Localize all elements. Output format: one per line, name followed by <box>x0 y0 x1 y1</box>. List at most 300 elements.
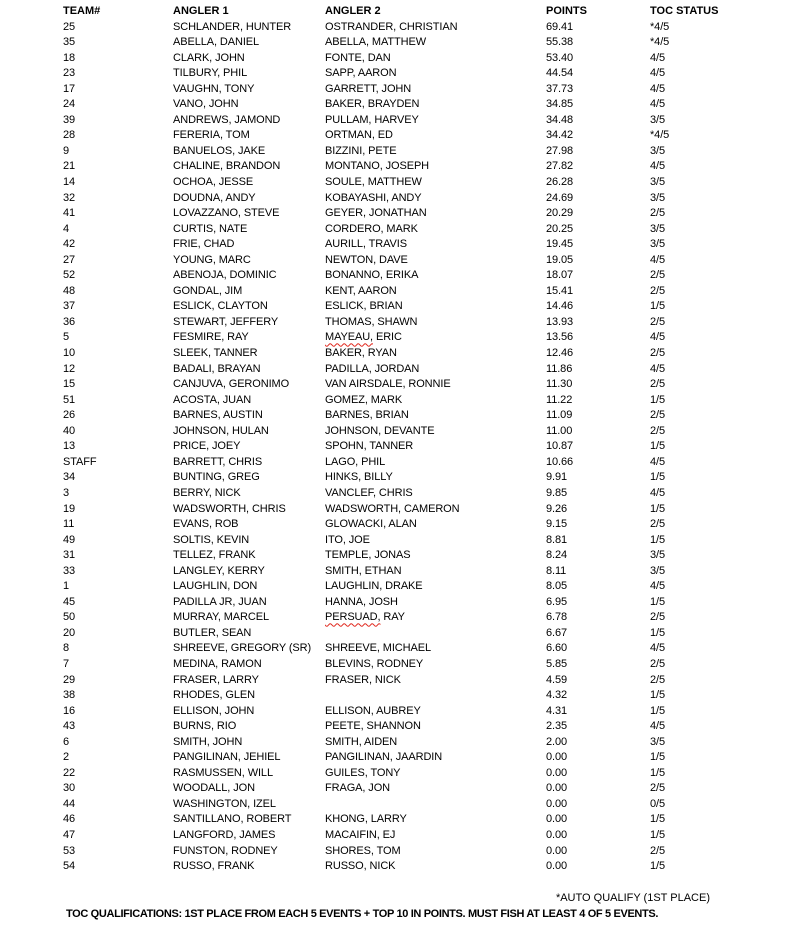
toc-status-cell: 2/5 <box>650 782 665 795</box>
angler1-cell: SLEEK, TANNER <box>173 347 258 360</box>
team-number-cell: 45 <box>63 595 76 608</box>
angler1-cell: FERERIA, TOM <box>173 129 250 142</box>
angler2-cell: ELLISON, AUBREY <box>325 704 421 717</box>
table-row <box>63 128 785 144</box>
points-cell: 9.26 <box>546 502 568 515</box>
angler1-cell: WADSWORTH, CHRIS <box>173 502 286 515</box>
toc-status-cell: 2/5 <box>650 673 665 686</box>
team-number-cell: 54 <box>63 860 76 873</box>
toc-status-cell: 1/5 <box>650 300 665 313</box>
points-cell: 9.91 <box>546 471 568 484</box>
points-cell: 11.00 <box>546 424 573 437</box>
team-number-cell: 10 <box>63 347 76 360</box>
team-number-cell: 47 <box>63 828 76 841</box>
toc-status-cell: 1/5 <box>650 689 665 702</box>
toc-status-cell: 2/5 <box>650 315 665 328</box>
team-number-cell: 18 <box>63 51 76 64</box>
table-row <box>63 564 785 580</box>
team-number-cell: 2 <box>63 751 70 764</box>
angler2-cell: GARRETT, JOHN <box>325 82 412 95</box>
table-row <box>63 439 785 455</box>
angler1-cell: EVANS, ROB <box>173 518 239 531</box>
points-cell: 9.85 <box>546 486 568 499</box>
standings-table <box>63 4 785 875</box>
team-number-cell: 28 <box>63 129 76 142</box>
angler1-cell: BUNTING, GREG <box>173 471 260 484</box>
points-cell: 0.00 <box>546 860 568 873</box>
toc-status-cell: 1/5 <box>650 751 665 764</box>
table-row <box>63 750 785 766</box>
points-cell: 0.00 <box>546 844 568 857</box>
table-row <box>63 455 785 471</box>
points-cell: 44.54 <box>546 67 574 80</box>
team-number-cell: 44 <box>63 797 76 810</box>
toc-status-cell: 2/5 <box>650 269 665 282</box>
toc-status-cell: 2/5 <box>650 518 665 531</box>
team-number-cell: 41 <box>63 207 76 220</box>
team-number-cell: 19 <box>63 502 76 515</box>
angler1-cell: LANGLEY, KERRY <box>173 564 265 577</box>
points-cell: 11.22 <box>546 393 573 406</box>
table-row <box>63 113 785 129</box>
angler2-cell: GOMEZ, MARK <box>325 393 403 406</box>
angler1-cell: LANGFORD, JAMES <box>173 828 276 841</box>
points-cell: 18.07 <box>546 269 574 282</box>
toc-status-cell: 2/5 <box>650 378 665 391</box>
points-cell: 0.00 <box>546 782 568 795</box>
angler1-cell: BARRETT, CHRIS <box>173 455 263 468</box>
angler2-cell: BIZZINI, PETE <box>325 144 397 157</box>
angler2-cell: VAN AIRSDALE, RONNIE <box>325 378 451 391</box>
angler1-cell: TILBURY, PHIL <box>173 67 248 80</box>
angler2-cell: SHORES, TOM <box>325 844 401 857</box>
points-cell: 26.28 <box>546 176 574 189</box>
team-number-cell: 42 <box>63 238 76 251</box>
table-row <box>63 346 785 362</box>
table-row <box>63 330 785 346</box>
toc-status-cell: 1/5 <box>650 766 665 779</box>
team-number-cell: 33 <box>63 564 76 577</box>
table-row <box>63 191 785 207</box>
team-number-cell: 46 <box>63 813 76 826</box>
points-cell: 14.46 <box>546 300 574 313</box>
table-row <box>63 797 785 813</box>
points-cell: 9.15 <box>546 518 568 531</box>
toc-status-cell: 3/5 <box>650 735 665 748</box>
team-number-cell: 50 <box>63 611 76 624</box>
table-row <box>63 362 785 378</box>
team-number-cell: 30 <box>63 782 76 795</box>
angler1-cell: PRICE, JOEY <box>173 440 241 453</box>
angler1-cell: YOUNG, MARC <box>173 253 251 266</box>
angler2-cell: PEETE, SHANNON <box>325 720 421 733</box>
table-row <box>63 82 785 98</box>
table-row <box>63 253 785 269</box>
angler1-cell: CLARK, JOHN <box>173 51 245 64</box>
team-number-cell: 26 <box>63 409 76 422</box>
toc-status-cell: *4/5 <box>650 36 670 49</box>
points-cell: 53.40 <box>546 51 574 64</box>
points-cell: 20.25 <box>546 222 574 235</box>
team-number-cell: 27 <box>63 253 76 266</box>
points-cell: 2.35 <box>546 720 568 733</box>
table-row <box>63 812 785 828</box>
angler1-cell: BANUELOS, JAKE <box>173 144 266 157</box>
angler2-cell: ABELLA, MATTHEW <box>325 36 426 49</box>
points-cell: 10.66 <box>546 455 574 468</box>
toc-status-cell: 3/5 <box>650 191 665 204</box>
angler1-cell: FUNSTON, RODNEY <box>173 844 278 857</box>
toc-status-cell: 4/5 <box>650 160 665 173</box>
angler1-cell: CANJUVA, GERONIMO <box>173 378 290 391</box>
angler1-cell: SCHLANDER, HUNTER <box>173 20 292 33</box>
team-number-cell: 24 <box>63 98 76 111</box>
toc-status-cell: 1/5 <box>650 595 665 608</box>
table-row <box>63 533 785 549</box>
points-cell: 4.32 <box>546 689 568 702</box>
angler2-cell: NEWTON, DAVE <box>325 253 408 266</box>
table-row <box>63 97 785 113</box>
table-row <box>63 159 785 175</box>
angler2-cell: ESLICK, BRIAN <box>325 300 403 313</box>
table-row <box>63 393 785 409</box>
points-cell: 11.09 <box>546 409 573 422</box>
angler2-cell: HINKS, BILLY <box>325 471 393 484</box>
angler1-cell: VANO, JOHN <box>173 98 239 111</box>
angler2-cell: VANCLEF, CHRIS <box>325 486 413 499</box>
angler1-cell: FRIE, CHAD <box>173 238 235 251</box>
angler2-cell <box>325 797 546 813</box>
table-row <box>63 315 785 331</box>
angler2-cell: BAKER, RYAN <box>325 347 397 360</box>
toc-status-cell: *4/5 <box>650 20 670 33</box>
points-cell: 0.00 <box>546 828 568 841</box>
table-row <box>63 781 785 797</box>
team-number-cell: 15 <box>63 378 76 391</box>
points-cell: 8.05 <box>546 580 568 593</box>
angler1-cell: PADILLA JR, JUAN <box>173 595 267 608</box>
angler1-cell: LAUGHLIN, DON <box>173 580 258 593</box>
team-number-cell: 7 <box>63 657 70 670</box>
team-number-cell: 23 <box>63 67 76 80</box>
angler1-cell: WOODALL, JON <box>173 782 255 795</box>
angler2-cell: PERSUAD, RAY <box>325 611 405 624</box>
toc-status-cell: 2/5 <box>650 657 665 670</box>
angler2-cell: PANGILINAN, JAARDIN <box>325 751 443 764</box>
table-row <box>63 595 785 611</box>
team-number-cell: 21 <box>63 160 76 173</box>
team-number-cell: 17 <box>63 82 76 95</box>
angler1-cell: FRASER, LARRY <box>173 673 259 686</box>
angler2-cell: LAGO, PHIL <box>325 455 386 468</box>
angler2-cell: BONANNO, ERIKA <box>325 269 419 282</box>
toc-status-cell: 2/5 <box>650 424 665 437</box>
angler2-cell: WADSWORTH, CAMERON <box>325 502 460 515</box>
angler2-cell: MACAIFIN, EJ <box>325 828 396 841</box>
angler2-cell <box>325 688 546 704</box>
team-number-cell: 20 <box>63 626 76 639</box>
toc-status-cell: 4/5 <box>650 455 665 468</box>
toc-status-cell: 0/5 <box>650 797 665 810</box>
points-cell: 24.69 <box>546 191 574 204</box>
angler1-cell: BUTLER, SEAN <box>173 626 252 639</box>
table-row <box>63 424 785 440</box>
angler1-cell: JOHNSON, HULAN <box>173 424 269 437</box>
angler2-cell: SAPP, AARON <box>325 67 397 80</box>
toc-status-cell: 4/5 <box>650 67 665 80</box>
points-cell: 27.82 <box>546 160 574 173</box>
angler1-cell: DOUDNA, ANDY <box>173 191 256 204</box>
table-row <box>63 735 785 751</box>
points-cell: 12.46 <box>546 347 574 360</box>
toc-status-cell: 1/5 <box>650 860 665 873</box>
team-number-cell: 38 <box>63 689 76 702</box>
points-cell: 55.38 <box>546 36 574 49</box>
angler1-cell: VAUGHN, TONY <box>173 82 255 95</box>
team-number-cell: 9 <box>63 144 70 157</box>
angler1-cell: CHALINE, BRANDON <box>173 160 281 173</box>
points-cell: 34.48 <box>546 113 574 126</box>
angler2-cell: KHONG, LARRY <box>325 813 407 826</box>
team-number-cell: 13 <box>63 440 76 453</box>
angler1-cell: SHREEVE, GREGORY (SR) <box>173 642 312 655</box>
table-row <box>63 268 785 284</box>
points-cell: 6.95 <box>546 595 568 608</box>
points-cell: 8.11 <box>546 564 567 577</box>
toc-status-cell: 2/5 <box>650 611 665 624</box>
table-row <box>63 641 785 657</box>
angler1-cell: RUSSO, FRANK <box>173 860 255 873</box>
toc-status-cell: 1/5 <box>650 828 665 841</box>
table-row <box>63 517 785 533</box>
table-row <box>63 284 785 300</box>
team-number-cell: 39 <box>63 113 76 126</box>
table-row <box>63 579 785 595</box>
angler2-cell: GEYER, JONATHAN <box>325 207 427 220</box>
column-header: TOC STATUS <box>650 5 719 17</box>
table-body <box>63 20 785 875</box>
table-row <box>63 144 785 160</box>
points-cell: 19.45 <box>546 238 574 251</box>
team-number-cell: 52 <box>63 269 76 282</box>
angler1-cell: OCHOA, JESSE <box>173 176 254 189</box>
angler1-cell: MURRAY, MARCEL <box>173 611 269 624</box>
toc-status-cell: 4/5 <box>650 362 665 375</box>
team-number-cell: 6 <box>63 735 70 748</box>
points-cell: 6.60 <box>546 642 568 655</box>
points-cell: 6.67 <box>546 626 568 639</box>
angler1-cell: STEWART, JEFFERY <box>173 315 279 328</box>
angler2-cell: FRASER, NICK <box>325 673 401 686</box>
team-number-cell: 34 <box>63 471 76 484</box>
team-number-cell: 3 <box>63 486 70 499</box>
toc-status-cell: *4/5 <box>650 129 670 142</box>
team-number-cell: 51 <box>63 393 76 406</box>
angler1-cell: PANGILINAN, JEHIEL <box>173 751 281 764</box>
points-cell: 8.81 <box>546 533 568 546</box>
table-row <box>63 610 785 626</box>
toc-status-cell: 1/5 <box>650 393 665 406</box>
team-number-cell: 1 <box>63 580 70 593</box>
angler1-cell: ESLICK, CLAYTON <box>173 300 268 313</box>
points-cell: 27.98 <box>546 144 574 157</box>
angler2-cell: AURILL, TRAVIS <box>325 238 407 251</box>
points-cell: 19.05 <box>546 253 574 266</box>
points-cell: 4.31 <box>546 704 568 717</box>
angler1-cell: BURNS, RIO <box>173 720 237 733</box>
table-row <box>63 222 785 238</box>
table-header-row <box>63 4 785 20</box>
table-row <box>63 35 785 51</box>
points-cell: 5.85 <box>546 657 568 670</box>
table-row <box>63 237 785 253</box>
angler1-cell: BERRY, NICK <box>173 486 241 499</box>
table-row <box>63 299 785 315</box>
toc-status-cell: 1/5 <box>650 440 665 453</box>
angler1-cell: RASMUSSEN, WILL <box>173 766 273 779</box>
toc-status-cell: 3/5 <box>650 176 665 189</box>
misspelled-word: PERSUAD, <box>325 611 381 624</box>
points-cell: 4.59 <box>546 673 568 686</box>
table-row <box>63 66 785 82</box>
table-row <box>63 470 785 486</box>
toc-status-cell: 2/5 <box>650 284 665 297</box>
toc-status-cell: 2/5 <box>650 207 665 220</box>
table-row <box>63 766 785 782</box>
angler1-cell: GONDAL, JIM <box>173 284 243 297</box>
toc-status-cell: 4/5 <box>650 51 665 64</box>
toc-status-cell: 1/5 <box>650 502 665 515</box>
toc-status-cell: 4/5 <box>650 642 665 655</box>
toc-status-cell: 2/5 <box>650 844 665 857</box>
points-cell: 0.00 <box>546 751 568 764</box>
toc-status-cell: 2/5 <box>650 347 665 360</box>
points-cell: 37.73 <box>546 82 574 95</box>
points-cell: 10.87 <box>546 440 574 453</box>
points-cell: 20.29 <box>546 207 574 220</box>
angler1-cell: FESMIRE, RAY <box>173 331 249 344</box>
angler2-cell: GLOWACKI, ALAN <box>325 518 417 531</box>
angler2-cell: TEMPLE, JONAS <box>325 549 411 562</box>
auto-qualify-note: *AUTO QUALIFY (1ST PLACE) <box>555 892 710 904</box>
misspelled-word: MAYEAU, <box>325 331 373 344</box>
points-cell: 0.00 <box>546 766 568 779</box>
toc-status-cell: 3/5 <box>650 238 665 251</box>
column-header: TEAM# <box>63 5 101 17</box>
points-cell: 34.85 <box>546 98 574 111</box>
angler1-cell: ABELLA, DANIEL <box>173 36 260 49</box>
angler1-cell: ABENOJA, DOMINIC <box>173 269 277 282</box>
angler2-cell: SMITH, AIDEN <box>325 735 398 748</box>
points-cell: 13.93 <box>546 315 574 328</box>
column-header: POINTS <box>546 5 587 17</box>
team-number-cell: 35 <box>63 36 76 49</box>
team-number-cell: 40 <box>63 424 76 437</box>
table-row <box>63 719 785 735</box>
toc-status-cell: 4/5 <box>650 331 665 344</box>
angler2-cell: FONTE, DAN <box>325 51 391 64</box>
toc-status-cell: 4/5 <box>650 253 665 266</box>
points-cell: 2.00 <box>546 735 568 748</box>
angler1-cell: WASHINGTON, IZEL <box>173 797 276 810</box>
toc-status-cell: 3/5 <box>650 144 665 157</box>
angler2-cell: MAYEAU, ERIC <box>325 331 402 344</box>
toc-status-cell: 1/5 <box>650 704 665 717</box>
angler1-cell: CURTIS, NATE <box>173 222 248 235</box>
table-row <box>63 844 785 860</box>
team-number-cell: 11 <box>63 518 75 531</box>
points-cell: 8.24 <box>546 549 568 562</box>
table-row <box>63 377 785 393</box>
angler2-cell: BARNES, BRIAN <box>325 409 409 422</box>
points-cell: 6.78 <box>546 611 568 624</box>
angler2-cell: KENT, AARON <box>325 284 397 297</box>
angler1-cell: BARNES, AUSTIN <box>173 409 263 422</box>
team-number-cell: 29 <box>63 673 76 686</box>
angler2-cell: RUSSO, NICK <box>325 860 396 873</box>
points-cell: 13.56 <box>546 331 574 344</box>
angler2-cell: OSTRANDER, CHRISTIAN <box>325 20 458 33</box>
table-row <box>63 626 785 642</box>
angler2-cell: SOULE, MATTHEW <box>325 176 422 189</box>
angler2-cell: CORDERO, MARK <box>325 222 418 235</box>
toc-status-cell: 3/5 <box>650 113 665 126</box>
team-number-cell: 4 <box>63 222 70 235</box>
toc-status-cell: 3/5 <box>650 564 665 577</box>
angler1-cell: ELLISON, JOHN <box>173 704 255 717</box>
toc-status-cell: 1/5 <box>650 626 665 639</box>
angler2-cell: ITO, JOE <box>325 533 370 546</box>
team-number-cell: 8 <box>63 642 70 655</box>
angler2-cell: GUILES, TONY <box>325 766 401 779</box>
toc-status-cell: 4/5 <box>650 82 665 95</box>
toc-status-cell: 4/5 <box>650 486 665 499</box>
toc-qualifications-note: TOC QUALIFICATIONS: 1ST PLACE FROM EACH 5 EVENTS + TOP 10 IN POINTS. MUST FISH AT LEAST 4 OF 5 EVENTS. <box>66 908 659 920</box>
angler1-cell: BADALI, BRAYAN <box>173 362 261 375</box>
points-cell: 34.42 <box>546 129 574 142</box>
angler2-cell: BLEVINS, RODNEY <box>325 657 424 670</box>
toc-status-cell: 4/5 <box>650 580 665 593</box>
toc-status-cell: 2/5 <box>650 409 665 422</box>
table-row <box>63 175 785 191</box>
angler2-cell: LAUGHLIN, DRAKE <box>325 580 423 593</box>
angler2-cell: SHREEVE, MICHAEL <box>325 642 431 655</box>
team-number-cell: 53 <box>63 844 76 857</box>
toc-status-cell: 1/5 <box>650 533 665 546</box>
angler1-cell: SOLTIS, KEVIN <box>173 533 250 546</box>
team-number-cell: STAFF <box>63 455 97 468</box>
angler2-cell: SMITH, ETHAN <box>325 564 402 577</box>
team-number-cell: 49 <box>63 533 76 546</box>
table-row <box>63 51 785 67</box>
table-row <box>63 486 785 502</box>
team-number-cell: 16 <box>63 704 76 717</box>
angler1-cell: RHODES, GLEN <box>173 689 255 702</box>
angler1-cell: SANTILLANO, ROBERT <box>173 813 292 826</box>
team-number-cell: 5 <box>63 331 70 344</box>
column-header: ANGLER 2 <box>325 5 381 17</box>
table-row <box>63 408 785 424</box>
team-number-cell: 36 <box>63 315 76 328</box>
angler1-cell: ANDREWS, JAMOND <box>173 113 281 126</box>
table-row <box>63 828 785 844</box>
points-cell: 11.86 <box>546 362 573 375</box>
angler2-cell: HANNA, JOSH <box>325 595 398 608</box>
angler2-cell: MONTANO, JOSEPH <box>325 160 430 173</box>
angler2-cell: JOHNSON, DEVANTE <box>325 424 435 437</box>
team-number-cell: 48 <box>63 284 76 297</box>
table-row <box>63 502 785 518</box>
